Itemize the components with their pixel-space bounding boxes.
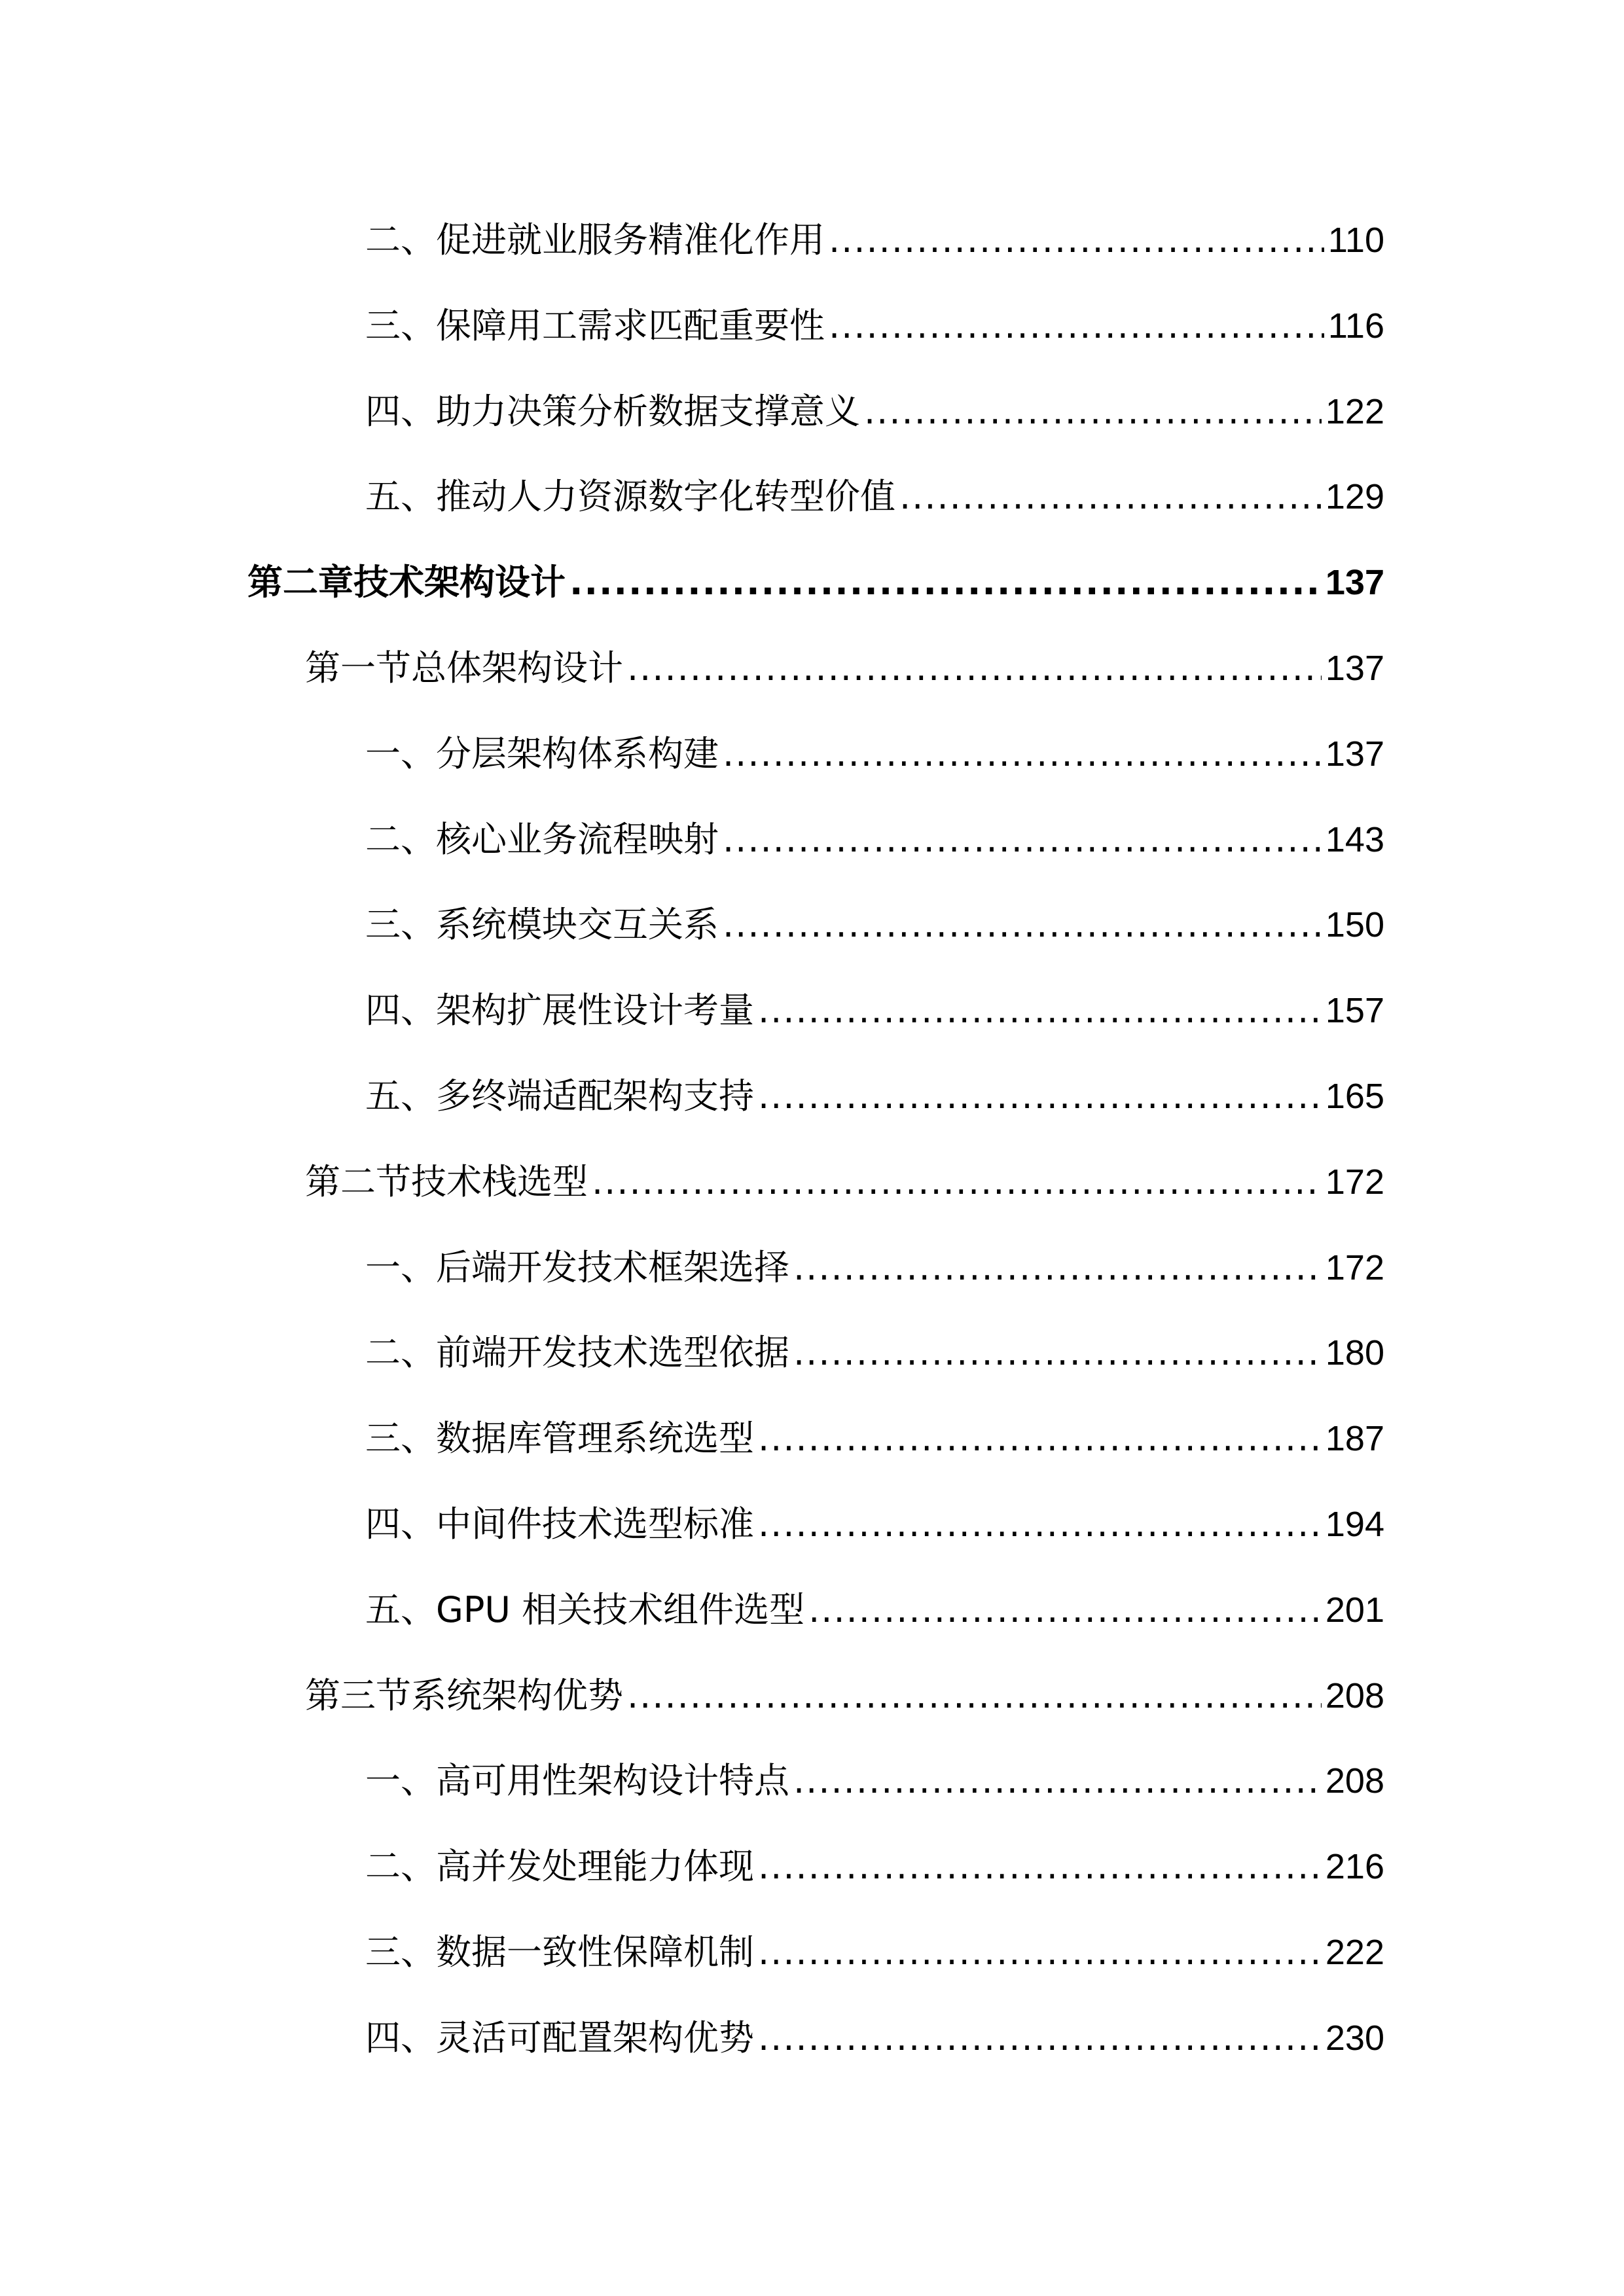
- toc-entry-title: 四、助力决策分析数据支撑意义: [365, 390, 860, 432]
- toc-subsection-entry[interactable]: [365, 711, 1384, 797]
- dot-leader: [793, 1225, 1322, 1311]
- toc-entry-page-number: 157: [1325, 991, 1384, 1031]
- toc-section-entry[interactable]: [305, 1139, 1384, 1225]
- dot-leader: [758, 968, 1322, 1054]
- toc-entry-page-number: 143: [1325, 819, 1384, 859]
- toc-entry-title: 一、高可用性架构设计特点: [365, 1760, 789, 1802]
- dot-leader: [758, 1396, 1322, 1482]
- toc-entry-page-number: 172: [1325, 1247, 1384, 1287]
- toc-entry-title: 三、保障用工需求匹配重要性: [365, 304, 825, 346]
- toc-subsection-entry[interactable]: [365, 1054, 1384, 1139]
- toc-entry-title: 二、高并发处理能力体现: [365, 1846, 754, 1888]
- toc-entry-page-number: 201: [1325, 1590, 1384, 1630]
- toc-entry-title: 四、灵活可配置架构优势: [365, 2017, 754, 2058]
- toc-entry-title: 五、推动人力资源数字化转型价值: [365, 476, 895, 518]
- toc-entry-page-number: 116: [1327, 306, 1384, 346]
- toc-entry-title: 一、后端开发技术框架选择: [365, 1246, 789, 1288]
- toc-entry-page-number: 172: [1325, 1162, 1384, 1202]
- toc-subsection-entry[interactable]: [365, 882, 1384, 968]
- toc-entry-title: 五、多终端适配架构支持: [365, 1075, 754, 1117]
- dot-leader: [829, 198, 1324, 283]
- dot-leader: [758, 1054, 1322, 1139]
- dot-leader: [592, 1139, 1322, 1225]
- dot-leader: [758, 1482, 1322, 1568]
- toc-entry-title: 四、中间件技术选型标准: [365, 1503, 754, 1545]
- toc-subsection-entry[interactable]: [365, 1910, 1384, 1996]
- toc-entry-page-number: 216: [1325, 1847, 1384, 1887]
- toc-subsection-entry[interactable]: [365, 369, 1384, 455]
- dot-leader: [793, 1738, 1322, 1824]
- dot-leader: [723, 882, 1322, 968]
- dot-leader: [899, 454, 1322, 540]
- toc-subsection-entry[interactable]: [365, 1225, 1384, 1311]
- toc-subsection-entry[interactable]: [365, 454, 1384, 540]
- toc-chapter-entry[interactable]: [247, 540, 1384, 626]
- toc-entry-page-number: 129: [1325, 477, 1384, 517]
- toc-subsection-entry[interactable]: [365, 1482, 1384, 1568]
- toc-subsection-entry[interactable]: [365, 1396, 1384, 1482]
- dot-leader: [758, 1910, 1322, 1996]
- toc-subsection-entry[interactable]: [365, 1738, 1384, 1824]
- toc-subsection-entry[interactable]: [365, 283, 1384, 369]
- toc-entry-page-number: 150: [1325, 905, 1384, 945]
- dot-leader: [723, 797, 1322, 883]
- toc-entry-title: 二、促进就业服务精准化作用: [365, 219, 825, 260]
- toc-entry-title: 第三节系统架构优势: [305, 1674, 623, 1716]
- toc-entry-page-number: 110: [1327, 221, 1384, 260]
- toc-entry-page-number: 137: [1325, 648, 1384, 688]
- toc-entry-title: 三、数据库管理系统选型: [365, 1418, 754, 1460]
- dot-leader: [808, 1568, 1322, 1653]
- toc-entry-title: 二、核心业务流程映射: [365, 818, 719, 860]
- toc-entry-title: 第二章技术架构设计: [247, 562, 566, 603]
- dot-leader: [627, 626, 1322, 711]
- toc-entry-page-number: 208: [1325, 1761, 1384, 1801]
- toc-section-entry[interactable]: [305, 626, 1384, 711]
- toc-subsection-entry[interactable]: [365, 797, 1384, 883]
- toc-entry-title: 五、GPU 相关技术组件选型: [365, 1588, 805, 1630]
- dot-leader: [829, 283, 1324, 369]
- toc-subsection-entry[interactable]: [365, 1568, 1384, 1653]
- toc-entry-title: 一、分层架构体系构建: [365, 732, 719, 774]
- toc-entry-page-number: 165: [1325, 1076, 1384, 1116]
- toc-subsection-entry[interactable]: [365, 1996, 1384, 2081]
- toc-subsection-entry[interactable]: [365, 1310, 1384, 1396]
- dot-leader: [864, 369, 1322, 455]
- toc-subsection-entry[interactable]: [365, 198, 1384, 283]
- table-of-contents: [0, 198, 1624, 2081]
- toc-entry-title: 二、前端开发技术选型依据: [365, 1332, 789, 1374]
- toc-subsection-entry[interactable]: [365, 968, 1384, 1054]
- toc-entry-title: 三、系统模块交互关系: [365, 904, 719, 946]
- dot-leader: [569, 540, 1322, 626]
- dot-leader: [627, 1653, 1322, 1739]
- toc-subsection-entry[interactable]: [365, 1824, 1384, 1910]
- toc-entry-page-number: 180: [1325, 1333, 1384, 1373]
- dot-leader: [723, 711, 1322, 797]
- toc-entry-page-number: 137: [1325, 563, 1384, 603]
- toc-entry-page-number: 137: [1325, 734, 1384, 774]
- toc-section-entry[interactable]: [305, 1653, 1384, 1739]
- toc-entry-title: 三、数据一致性保障机制: [365, 1931, 754, 1973]
- toc-entry-page-number: 122: [1325, 391, 1384, 431]
- toc-entry-page-number: 187: [1325, 1419, 1384, 1459]
- toc-entry-page-number: 208: [1325, 1676, 1384, 1715]
- toc-entry-title: 四、架构扩展性设计考量: [365, 990, 754, 1031]
- toc-entry-page-number: 230: [1325, 2018, 1384, 2058]
- dot-leader: [758, 1824, 1322, 1910]
- toc-entry-page-number: 194: [1325, 1504, 1384, 1544]
- dot-leader: [758, 1996, 1322, 2081]
- dot-leader: [793, 1310, 1322, 1396]
- toc-entry-title: 第一节总体架构设计: [305, 647, 623, 689]
- toc-entry-page-number: 222: [1325, 1932, 1384, 1972]
- toc-entry-title: 第二节技术栈选型: [305, 1160, 588, 1202]
